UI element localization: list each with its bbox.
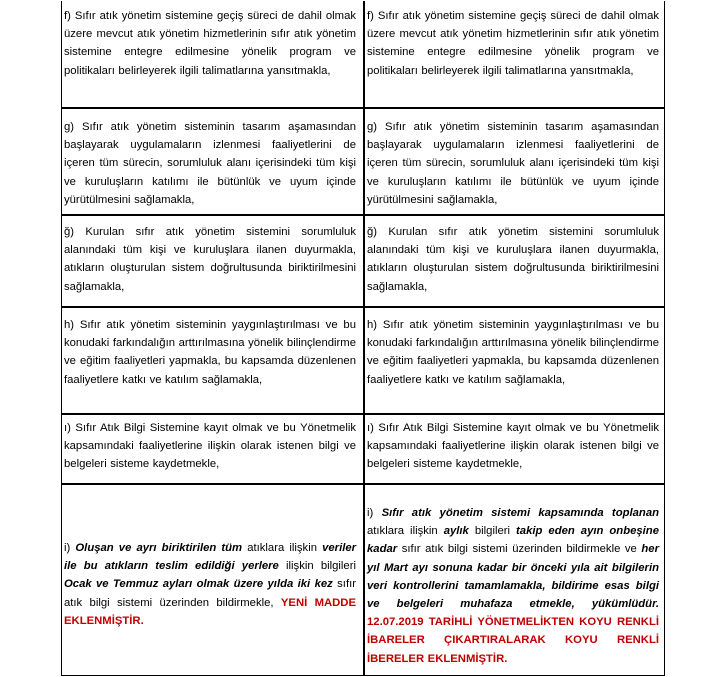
emphasis-text: aylık bbox=[443, 525, 469, 538]
emphasis-text: Sıfır atık yönetim sistemi kapsamında toplanan bbox=[381, 507, 660, 519]
comparison-table bbox=[61, 1, 665, 676]
row-divider bbox=[62, 107, 664, 109]
row-divider bbox=[62, 413, 664, 415]
emphasis-text: Oluşan ve ayrı biriktirilen tüm bbox=[75, 542, 243, 554]
row-f-old-text: f) Sıfır atık yönetim sistemine geçiş süreci de dahil olmak üzere mevcut atık yönetim hizmetlerinin sıfır atık yönetim sistemine entegre edilmesine yönelik program ve politikaları belirleyerek ilgili talimatlarına yansıtmakla, bbox=[64, 10, 356, 77]
row-gg-old-text: ğ) Kurulan sıfır atık yönetim sistemini sorumluluk alanındaki tüm kişi ve kuruluşlara ilanen duyurmakla, atıkların oluşturulan sistem doğrultusunda biriktirilmesini sağlamakla, bbox=[64, 226, 356, 293]
emphasis-text: veriler ile bu atıkların teslim edildiği yerlere bbox=[64, 542, 357, 573]
row-f-new-text: f) Sıfır atık yönetim sistemine geçiş süreci de dahil olmak üzere mevcut atık yönetim hizmetlerinin sıfır atık yönetim sistemine entegre edilmesine yönelik program ve politikaları belirleyerek ilgili talimatlarına yansıtmakla, bbox=[367, 10, 659, 77]
emphasis-text: takip eden ayın onbeşine kadar bbox=[367, 525, 659, 556]
row-divider bbox=[62, 306, 664, 308]
emphasis-text: Ocak ve Temmuz ayları olmak üzere yılda iki kez bbox=[64, 578, 333, 591]
row-divider bbox=[62, 214, 664, 216]
row-i-old-text: i) Oluşan ve ayrı biriktirilen tüm atıklara ilişkin veriler ile bu atıkların teslim edildiği yerlere ilişkin bilgileri Ocak ve Temmuz ayları olmak üzere yılda iki kez sıfır atık bilgi sistemi üzerinden bildirmekle, YENİ MADDE EKLENMİŞTİR. bbox=[64, 542, 357, 627]
new-article-note: YENİ MADDE EKLENMİŞTİR. bbox=[64, 596, 356, 627]
row-h-new-text: h) Sıfır atık yönetim sisteminin yaygınlaştırılması ve bu konudaki farkındalığın arttırılmasına yönelik bilinçlendirme ve eğitim faaliyetleri yapmakla, bu kapsamda düzenlenen faaliyetlere katkı ve katılım sağlamakla, bbox=[367, 319, 659, 386]
emphasis-text: her yıl Mart ayı sonuna kadar bir önceki yıla ait bilgilerin veri kontrollerini tamamlamakla, bildirime esas bilgi ve belgeleri muhafaza etmekle, yükümlüdür. bbox=[367, 543, 659, 611]
row-i-new-text: i) Sıfır atık yönetim sistemi kapsamında toplanan atıklara ilişkin aylık bilgileri takip eden ayın onbeşine kadar sıfır atık bilgi sistemi üzerinden bildirmekle ve her yıl Mart ayı sonuna kadar bir önceki yıla ait bilgilerin veri kontrollerini tamamlamakla, bildirime esas bilgi ve belgeleri muhafaza etmekle, yükümlüdür. 12.07.2019 TARİHLİ YÖNETMELİKTEN KOYU RENKLİ İBARELER ÇIKARTIRALARAK KOYU RENKLİ İBERELER EKLENMİŞTİR. bbox=[367, 507, 660, 665]
amendment-note: 12.07.2019 TARİHLİ YÖNETMELİKTEN KOYU RENKLİ İBARELER ÇIKARTIRALARAK KOYU RENKLİ İBERELER EKLENMİŞTİR. bbox=[367, 616, 659, 665]
row-i-dotless-new-text: ı) Sıfır Atık Bilgi Sistemine kayıt olmak ve bu Yönetmelik kapsamındaki faaliyetlerine ilişkin olarak istenen bilgi ve belgeleri sisteme kaydetmekle, bbox=[367, 422, 659, 471]
row-h-old-text: h) Sıfır atık yönetim sisteminin yaygınlaştırılması ve bu konudaki farkındalığın arttırılmasına yönelik bilinçlendirme ve eğitim faaliyetleri yapmakla, bu kapsamda düzenlenen faaliyetlere katkı ve katılım sağlamakla, bbox=[64, 319, 356, 386]
row-i-dotless-old-text: ı) Sıfır Atık Bilgi Sistemine kayıt olmak ve bu Yönetmelik kapsamındaki faaliyetlerine ilişkin olarak istenen bilgi ve belgeleri sisteme kaydetmekle, bbox=[64, 422, 356, 471]
row-gg-new-text: ğ) Kurulan sıfır atık yönetim sistemini sorumluluk alanındaki tüm kişi ve kuruluşlara ilanen duyurmakla, atıkların oluşturulan sistem doğrultusunda biriktirilmesini sağlamakla, bbox=[367, 226, 659, 293]
row-divider bbox=[62, 483, 664, 485]
column-divider bbox=[363, 1, 365, 675]
row-g-old-text: g) Sıfır atık yönetim sisteminin tasarım aşamasından başlayarak uygulamaların izlenmesi faaliyetlerini de içeren tüm sürecin, sorumluluk alanı içerisindeki tüm kişi ve kuruluşların katılımı ile bütünlük ve uyum içinde yürütülmesini sağlamakla, bbox=[64, 121, 356, 206]
row-g-new-text: g) Sıfır atık yönetim sisteminin tasarım aşamasından başlayarak uygulamaların izlenmesi faaliyetlerini de içeren tüm sürecin, sorumluluk alanı içerisindeki tüm kişi ve kuruluşların katılımı ile bütünlük ve uyum içinde yürütülmesini sağlamakla, bbox=[367, 121, 659, 206]
